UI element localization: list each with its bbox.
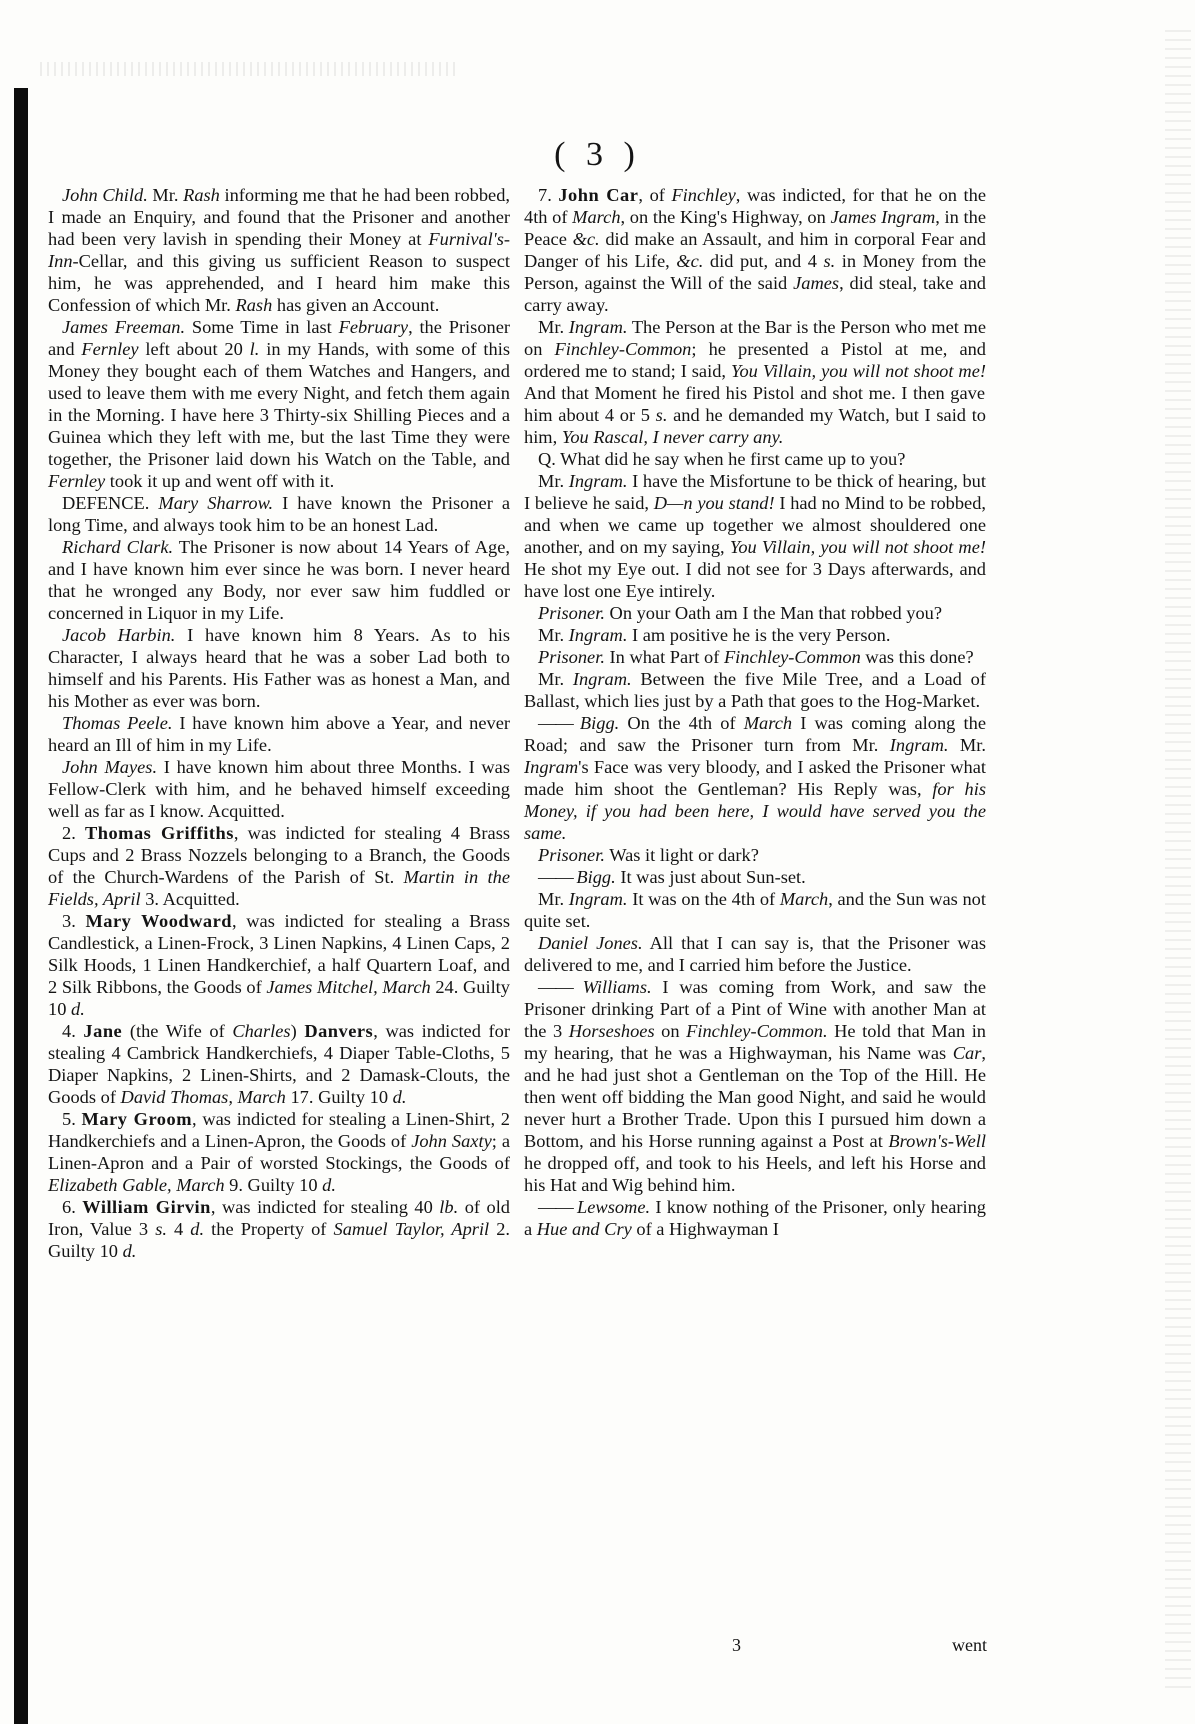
- footer-page-number: 3: [732, 1635, 741, 1655]
- para-richard-clark: Richard Clark. The Prisoner is now about 14 Years of Age, and I have known him ever since he was born. I never heard that he wronged any Body, nor ever saw him fuddled or concerned in Liquor in my Life.: [48, 537, 511, 623]
- binding-edge: [14, 88, 28, 1724]
- para-john-child: John Child. Mr. Rash informing me that he had been robbed, I made an Enquiry, and found that the Prisoner and another had been very lavish in spending their Money at Furnival's-Inn-Cellar, and this giving us sufficient Reason to suspect him, he was apprehended, and I heard him make this Confession of which Mr. Rash has given an Account.: [48, 185, 510, 315]
- para-lewsome: —— Lewsome. I know nothing of the Prisoner, only hearing a Hue and Cry of a Highwayman I: [524, 1197, 986, 1239]
- para-williams: —— Williams. I was coming from Work, and saw the Prisoner drinking Part of a Pint of Wine with another Man at the 3 Horseshoes on Finchley-Common. He told that Man in my hearing, that he was a Highwayman, his Name was Car, and he had just shot a Gentleman on the Top of the Hill. He then went off bidding the Man good Night, and said he would never hurt a Brother Trade. Upon this I pursued him down a Bottom, and his Horse running against a Post at Brown's-Well he dropped off, and took to his Heels, and left his Horse and his Hat and Wig behind him.: [524, 977, 986, 1195]
- para-case-5-mary-groom: 5. Mary Groom, was indicted for stealing a Linen-Shirt, 2 Handkerchiefs and a Linen-Apron, the Goods of John Saxty; a Linen-Apron and a Pair of worsted Stockings, the Goods of Elizabeth Gable, March 9. Guilty 10 d.: [48, 1109, 511, 1195]
- para-ingram-1: Mr. Ingram. The Person at the Bar is the Person who met me on Finchley-Common; he presented a Pistol at me, and ordered me to stand; I said, You Villain, you will not shoot me! And that Moment he fired his Pistol and shot me. I then gave him about 4 or 5 s. and he demanded my Watch, but I said to him, You Rascal, I never carry any.: [524, 317, 986, 447]
- para-ingram-4: Mr. Ingram. Between the five Mile Tree, and a Load of Ballast, which lies just by a Path that goes to the Hog-Market.: [524, 669, 986, 711]
- para-case-3-mary-woodward: 3. Mary Woodward, was indicted for stealing a Brass Candlestick, a Linen-Frock, 3 Linen Napkins, 4 Linen Caps, 2 Silk Hoods, 1 Linen Handkerchief, a half Quartern Loaf, and 2 Silk Ribbons, the Goods of James Mitchel, March 24. Guilty 10 d.: [48, 911, 510, 1019]
- para-john-mayes: John Mayes. I have known him about three Months. I was Fellow-Clerk with him, and he behaved himself exceeding well as far as I know. Acquitted.: [48, 757, 510, 821]
- page-header: ( 3 ): [554, 136, 641, 173]
- para-james-freeman: James Freeman. Some Time in last February, the Prisoner and Fernley left about 20 l. in my Hands, with some of this Money they bought each of them Watches and Hangers, and used to leave them with me every Night, and fetch them again in the Morning. I have here 3 Thirty-six Shilling Pieces and a Guinea which they left with me, but the last Time they were together, the Prisoner laid down his Watch on the Table, and Fernley took it up and went off with it.: [48, 317, 511, 491]
- para-ingram-3: Mr. Ingram. I am positive he is the very Person.: [538, 625, 891, 645]
- para-prisoner-1: Prisoner. On your Oath am I the Man that robbed you?: [538, 603, 943, 623]
- para-bigg-2: —— Bigg. It was just about Sun-set.: [538, 867, 806, 887]
- para-defence-mary-sharrow: DEFENCE. Mary Sharrow. I have known the Prisoner a long Time, and always took him to be an honest Lad.: [48, 493, 511, 535]
- para-ingram-2: Mr. Ingram. I have the Misfortune to be thick of hearing, but I believe he said, D—n you stand! I had no Mind to be robbed, and when we came up together we almost shouldered one another, and on my saying, You Villain, you will not shoot me! He shot my Eye out. I did not see for 3 Days afterwards, and have lost one Eye intirely.: [524, 471, 986, 601]
- para-bigg-1: —— Bigg. On the 4th of March I was coming along the Road; and saw the Prisoner turn from Mr. Ingram. Mr. Ingram's Face was very bloody, and I asked the Prisoner what made him shoot the Gentleman? His Reply was, for his Money, if you had been here, I would have served you the same.: [524, 713, 986, 843]
- page-speckle-top: [40, 62, 460, 76]
- para-thomas-peele: Thomas Peele. I have known him above a Year, and never heard an Ill of him in my Life.: [48, 713, 510, 755]
- para-prisoner-2: Prisoner. In what Part of Finchley-Common was this done?: [538, 647, 974, 667]
- para-question: Q. What did he say when he first came up to you?: [538, 449, 906, 469]
- para-case-4-jane-danvers: 4. Jane (the Wife of Charles) Danvers, was indicted for stealing 4 Cambrick Handkerchiefs, 4 Diaper Table-Cloths, 5 Diaper Napkins, 2 Linen-Shirts, and 2 Damask-Clouts, the Goods of David Thomas, March 17. Guilty 10 d.: [48, 1021, 510, 1107]
- para-jacob-harbin: Jacob Harbin. I have known him 8 Years. As to his Character, I always heard that he was a sober Lad both to himself and his Parents. His Father was as honest a Man, and his Mother as ever was born.: [48, 625, 510, 711]
- para-case-2-thomas-griffiths: 2. Thomas Griffiths, was indicted for stealing 4 Brass Cups and 2 Brass Nozzels belonging to a Branch, the Goods of the Church-Wardens of the Parish of St. Martin in the Fields, April 3. Acquitted.: [48, 823, 511, 909]
- para-prisoner-3: Prisoner. Was it light or dark?: [538, 845, 759, 865]
- footer-catchword: went: [952, 1635, 987, 1655]
- right-column: [524, 184, 986, 1240]
- para-daniel-jones: Daniel Jones. All that I can say is, that the Prisoner was delivered to me, and I carried him before the Justice.: [524, 933, 986, 975]
- para-case-6-william-girvin: 6. William Girvin, was indicted for stealing 40 lb. of old Iron, Value 3 s. 4 d. the Property of Samuel Taylor, April 2. Guilty 10 d.: [48, 1197, 511, 1261]
- left-column: [48, 184, 510, 1262]
- para-ingram-5: Mr. Ingram. It was on the 4th of March, and the Sun was not quite set.: [524, 889, 986, 931]
- para-case-7-john-car: 7. John Car, of Finchley, was indicted, for that he on the 4th of March, on the King's Highway, on James Ingram, in the Peace &c. did make an Assault, and him in corporal Fear and Danger of his Life, &c. did put, and 4 s. in Money from the Person, against the Will of the said James, did steal, take and carry away.: [524, 185, 986, 315]
- page-speckle-right: [1165, 30, 1191, 1690]
